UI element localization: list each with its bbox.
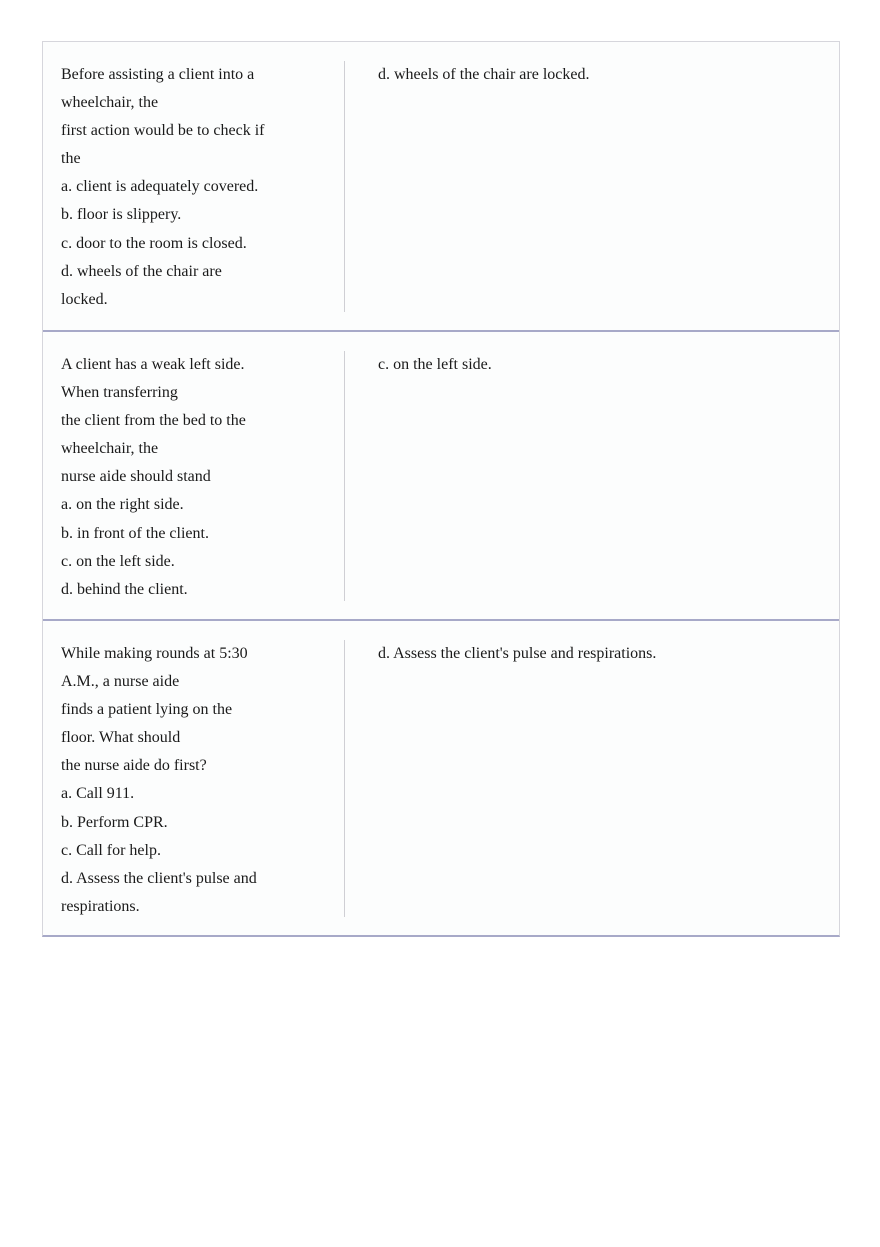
term-line: A.M., a nurse aide xyxy=(61,673,180,691)
term-line: Before assisting a client into a xyxy=(61,66,255,83)
term-line: c. on the left side. xyxy=(61,552,175,570)
definition-text: d. Assess the client's pulse and respirations. xyxy=(378,645,657,662)
term-line: b. in front of the client. xyxy=(61,524,209,542)
term-line: wheelchair, the xyxy=(61,94,159,112)
term-line: b. floor is slippery. xyxy=(61,206,182,224)
flashcard-definition xyxy=(378,640,819,668)
term-line: d. Assess the client's pulse and xyxy=(61,869,257,887)
term-line: finds a patient lying on the xyxy=(61,701,233,719)
term-line: locked. xyxy=(61,290,108,308)
flashcard xyxy=(43,619,839,935)
term-line: When transferring xyxy=(61,384,178,402)
flashcard-term xyxy=(61,351,345,601)
term-line: the xyxy=(61,150,81,168)
definition-text: c. on the left side. xyxy=(378,356,492,373)
flashcard-definition xyxy=(378,351,819,379)
term-line: a. client is adequately covered. xyxy=(61,178,259,196)
term-line: a. on the right side. xyxy=(61,496,184,514)
term-line: d. behind the client. xyxy=(61,580,188,598)
term-line: the client from the bed to the xyxy=(61,412,246,430)
term-line: wheelchair, the xyxy=(61,440,159,458)
flashcard-term xyxy=(61,61,345,312)
definition-text: d. wheels of the chair are locked. xyxy=(378,66,590,83)
flashcard-list xyxy=(42,41,840,937)
flashcard xyxy=(43,330,839,619)
term-line: A client has a weak left side. xyxy=(61,356,245,373)
term-line: the nurse aide do first? xyxy=(61,757,207,775)
term-line: c. door to the room is closed. xyxy=(61,234,247,252)
term-line: While making rounds at 5:30 xyxy=(61,645,248,662)
term-line: d. wheels of the chair are xyxy=(61,262,222,280)
term-line: a. Call 911. xyxy=(61,785,135,803)
term-line: b. Perform CPR. xyxy=(61,813,168,831)
flashcard-term xyxy=(61,640,345,917)
term-line: floor. What should xyxy=(61,729,181,747)
flashcard-definition xyxy=(378,61,819,89)
term-line: nurse aide should stand xyxy=(61,468,211,486)
flashcard xyxy=(43,42,839,330)
term-line: first action would be to check if xyxy=(61,122,265,140)
term-line: respirations. xyxy=(61,897,140,915)
term-line: c. Call for help. xyxy=(61,841,161,859)
